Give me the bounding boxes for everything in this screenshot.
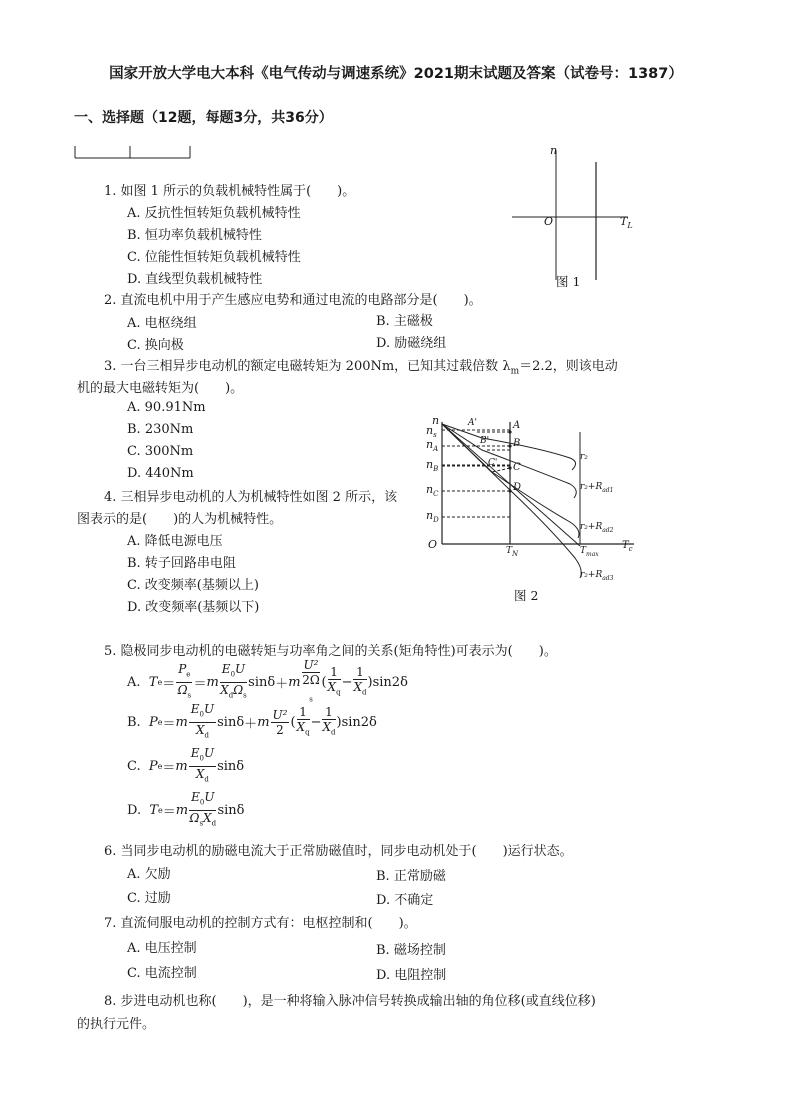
question-7-stem: 7. 直流伺服电动机的控制方式有：电枢控制和( )。: [104, 916, 417, 931]
q5a-den-omega-sub: s: [187, 690, 192, 699]
q5-option-d: [127, 792, 245, 828]
fig2-curve-0: r₂: [580, 452, 588, 462]
fig1-n-label: n: [550, 144, 558, 157]
q5a-m2: m: [288, 674, 301, 690]
fig2-point-b: B: [513, 438, 521, 449]
q5a-sin2: sin2δ: [372, 674, 408, 690]
figure-1: [508, 142, 638, 292]
q5a-minus: −: [341, 674, 353, 690]
q5a-U: U: [235, 662, 246, 677]
q5d-E: E: [191, 790, 200, 805]
q5b-sin: sinδ: [217, 714, 245, 730]
q4-option-a: A. 降低电源电压: [127, 534, 223, 549]
fig2-point-c-prime: C': [488, 458, 498, 468]
q5b-P: P: [148, 714, 158, 730]
q5a-Xd-sub: d: [228, 690, 234, 699]
q5a-U2: U²: [303, 657, 319, 672]
q1-option-a: A. 反抗性恒转矩负载机械特性: [127, 206, 301, 221]
q3-option-c: C. 300Nm: [127, 444, 194, 459]
question-3-stem-line1: [104, 355, 618, 377]
q5a-Omega: Ω: [233, 682, 244, 697]
fig2-point-c: C: [513, 462, 521, 473]
q5c-eq: ＝: [162, 760, 176, 776]
section-heading-choice: 一、选择题（12题，每题3分，共36分）: [74, 110, 333, 126]
q3-stem-part2: ＝2.2，则该电动: [519, 359, 618, 374]
q5d-T: T: [149, 802, 159, 818]
q5b-minus: −: [310, 714, 322, 730]
q5b-m1: m: [175, 714, 188, 730]
q3-option-b: B. 230Nm: [127, 422, 194, 437]
question-3-stem-line2: 机的最大电磁转矩为( )。: [77, 381, 244, 396]
figure-1-caption: 图 1: [556, 274, 581, 289]
q5b-m2: m: [257, 714, 270, 730]
q5a-plus: ＋: [275, 676, 289, 692]
fig2-n-label-s: [426, 424, 437, 439]
q5a-2omega: 2Ω: [302, 672, 320, 687]
q5b-Xq-sub: q: [305, 728, 310, 737]
q5a-Xd: X: [220, 682, 229, 697]
fig2-nd-sub: D: [433, 516, 439, 525]
q7-option-b: B. 磁场控制: [376, 943, 446, 958]
q5-option-b: [127, 704, 377, 740]
fig2-curve-2: r₂+R: [580, 522, 603, 532]
fig1-t-sub: L: [627, 221, 633, 231]
fig2-tmax-label: [580, 546, 599, 558]
fig2-nc-sub: C: [433, 490, 439, 499]
q5c-E-sub: 0: [199, 754, 204, 763]
fig2-curve-1: r₂+R: [580, 482, 603, 492]
q6-option-c: C. 过励: [127, 891, 171, 906]
fig2-na-sub: A: [433, 445, 439, 454]
fig2-ns-sub: s: [433, 431, 437, 440]
figure-2-caption: 图 2: [514, 588, 539, 603]
q5a-Xq-sub: q: [336, 688, 341, 697]
fig2-nd: n: [426, 509, 434, 522]
page-title: 国家开放大学电大本科《电气传动与调速系统》2021期末试题及答案（试卷号：1387）: [109, 66, 683, 82]
q7-option-c: C. 电流控制: [127, 966, 197, 981]
q5b-E: E: [190, 702, 200, 717]
q1-option-b: B. 恒功率负载机械特性: [127, 228, 262, 243]
q1-option-c: C. 位能性恒转矩负载机械特性: [127, 250, 301, 265]
q6-option-a: A. 欠励: [127, 867, 171, 882]
q2-option-a: A. 电枢绕组: [127, 316, 197, 331]
q5a-Omega-sub: s: [243, 690, 247, 699]
fig2-curve-3: r₂+R: [580, 570, 603, 580]
q5b-sin2: sin2δ: [341, 714, 377, 730]
q5a-num-P-sub: e: [186, 670, 191, 679]
question-4-stem-line1: 4. 三相异步电动机的人为机械特性如图 2 所示，该: [104, 490, 398, 505]
q5c-E: E: [190, 746, 200, 761]
q5b-Xd2: X: [322, 719, 332, 734]
fig1-origin-label: O: [544, 215, 554, 228]
q5b-one2: 1: [322, 705, 335, 720]
q5a-E-sub: 0: [230, 670, 236, 679]
fig2-na: n: [426, 438, 434, 451]
q5a-T-sub: e: [157, 677, 163, 687]
q5d-Xd-sub: d: [211, 818, 217, 827]
question-4-stem-line2: 图表示的是( )的人为机械特性。: [77, 512, 283, 527]
question-2-stem: 2. 直流电机中用于产生感应电势和通过电流的电路部分是( )。: [104, 293, 482, 308]
q5a-rparen: ): [367, 674, 373, 690]
q5a-eq2: ＝: [193, 676, 207, 692]
q6-option-d: D. 不确定: [376, 893, 434, 908]
fig2-tn-sub: N: [512, 549, 519, 558]
q5c-Xd-sub: d: [204, 774, 209, 783]
q5b-U: U: [204, 702, 215, 717]
fig2-origin-label: O: [428, 538, 438, 551]
q5d-E-sub: 0: [199, 798, 205, 807]
fig2-curve-3-sub: ad3: [602, 574, 614, 582]
q5a-Xq: X: [327, 679, 337, 694]
q5d-Xd: X: [203, 810, 212, 825]
q7-option-d: D. 电阻控制: [376, 968, 447, 983]
fig2-tn: T: [506, 546, 513, 556]
q4-option-b: B. 转子回路串电阻: [127, 556, 236, 571]
q5a-E: E: [221, 662, 231, 677]
q3-option-a: A. 90.91Nm: [127, 400, 206, 415]
question-8-stem-line1: 8. 步进电动机也称( )，是一种将输入脉冲信号转换成输出轴的角位移(或直线位移): [104, 994, 596, 1009]
q5-d-letter: D.: [127, 802, 142, 818]
fig2-tmax-sub: max: [586, 550, 599, 558]
q5b-E-sub: 0: [199, 710, 205, 719]
fig2-curve-label-2: [580, 522, 613, 534]
fig1-t-label: [620, 215, 633, 230]
fig2-point-d: D: [513, 482, 522, 493]
q5a-T: T: [148, 674, 158, 690]
q5a-eq1: ＝: [162, 676, 176, 692]
q5a-2omega-sub: s: [309, 695, 313, 704]
q5d-U: U: [204, 790, 215, 805]
q5b-two: 2: [276, 722, 284, 737]
fig2-curve-label-0: [580, 452, 588, 462]
fig2-point-a: A: [513, 420, 521, 431]
q4-option-c: C. 改变频率(基频以上): [127, 578, 259, 593]
q6-option-b: B. 正常励磁: [376, 869, 446, 884]
fig2-nb: n: [426, 458, 434, 471]
q5b-U2: U²: [272, 707, 288, 722]
q1-option-d: D. 直线型负载机械特性: [127, 272, 263, 287]
q5c-P-sub: e: [157, 761, 163, 771]
q5d-Omega: Ω: [189, 810, 200, 825]
fig2-n-label-c: [426, 483, 438, 498]
q5b-plus: ＋: [244, 716, 258, 732]
fig2-curve-label-1: [580, 482, 613, 494]
fig2-x-axis-label: [622, 540, 633, 553]
q5b-Xd-sub: d: [204, 730, 209, 739]
q5a-den-omega: Ω: [177, 682, 188, 697]
q2-option-b: B. 主磁极: [376, 314, 433, 329]
fig2-n-label-b: [426, 458, 438, 473]
fig2-n-label-d: [426, 509, 439, 524]
q3-stem-sub: m: [510, 366, 520, 377]
q5d-Omega-sub: s: [199, 818, 204, 827]
q5-c-letter: C.: [127, 758, 141, 774]
q7-option-a: A. 电压控制: [127, 941, 197, 956]
fig2-curve-label-3: [580, 570, 613, 582]
q5c-U: U: [203, 746, 215, 761]
fig2-curve-2-sub: ad2: [602, 526, 614, 534]
fig2-tn-label: [506, 546, 518, 558]
q5d-eq: ＝: [162, 804, 176, 820]
q3-option-d: D. 440Nm: [127, 466, 194, 481]
question-1-stem: 1. 如图 1 所示的负载机械特性属于( )。: [104, 184, 356, 199]
q5a-one1: 1: [328, 665, 341, 680]
question-8-stem-line2: 的执行元件。: [77, 1017, 156, 1032]
question-6-stem: 6. 当同步电动机的励磁电流大于正常励磁值时，同步电动机处于( )运行状态。: [104, 844, 573, 859]
q5-option-a: [127, 657, 408, 704]
q2-option-c: C. 换向极: [127, 338, 184, 353]
fig2-point-a-prime: A': [468, 418, 477, 428]
q5c-Xd: X: [195, 766, 205, 781]
q5a-Xd2: X: [353, 679, 363, 694]
q5-b-letter: B.: [127, 714, 141, 730]
fig2-tmax: T: [580, 546, 587, 556]
q5b-Xq: X: [296, 719, 306, 734]
q5b-P-sub: e: [157, 717, 163, 727]
fig2-x-sub: c: [628, 545, 633, 553]
q5a-Xd2-sub: d: [362, 688, 367, 697]
q5a-num-P: P: [178, 662, 187, 677]
fig2-nc: n: [426, 483, 434, 496]
table-fragment: [74, 146, 192, 160]
q5b-Xd: X: [195, 722, 205, 737]
q5b-lparen: (: [290, 714, 296, 730]
q5b-one1: 1: [297, 705, 310, 720]
fig1-t-text: T: [620, 215, 628, 228]
q5c-m: m: [175, 758, 188, 774]
q5a-lparen: (: [321, 674, 327, 690]
q5b-eq: ＝: [162, 716, 176, 732]
question-5-stem: 5. 隐极同步电动机的电磁转矩与功率角之间的关系(矩角特性)可表示为( )。: [104, 644, 557, 659]
q5a-one2: 1: [353, 665, 366, 680]
q5c-P: P: [148, 758, 158, 774]
fig2-nb-sub: B: [433, 465, 439, 474]
fig2-x: T: [622, 540, 629, 551]
q5-option-c: [127, 748, 244, 784]
q5b-rparen: ): [336, 714, 342, 730]
q5c-sin: sinδ: [217, 758, 245, 774]
fig2-ns: n: [426, 424, 434, 437]
q5d-T-sub: e: [158, 805, 163, 815]
q2-option-d: D. 励磁绕组: [376, 336, 447, 351]
q5a-sin: sinδ: [248, 674, 276, 690]
q5a-m1: m: [206, 674, 219, 690]
q4-option-d: D. 改变频率(基频以下): [127, 600, 260, 615]
q5b-Xd2-sub: d: [331, 728, 336, 737]
fig2-n-label-a: [426, 438, 438, 453]
fig2-point-b-prime: B': [480, 436, 490, 446]
q5d-sin: sinδ: [217, 802, 245, 818]
q5d-m: m: [175, 802, 189, 818]
figure-2: [420, 414, 640, 608]
q3-stem-part1: 3. 一台三相异步电动机的额定电磁转矩为 200Nm，已知其过载倍数 λ: [104, 359, 511, 374]
q5-a-letter: A.: [127, 674, 141, 690]
fig2-curve-1-sub: ad1: [602, 486, 614, 494]
fig2-y-axis-label: n: [432, 414, 440, 427]
